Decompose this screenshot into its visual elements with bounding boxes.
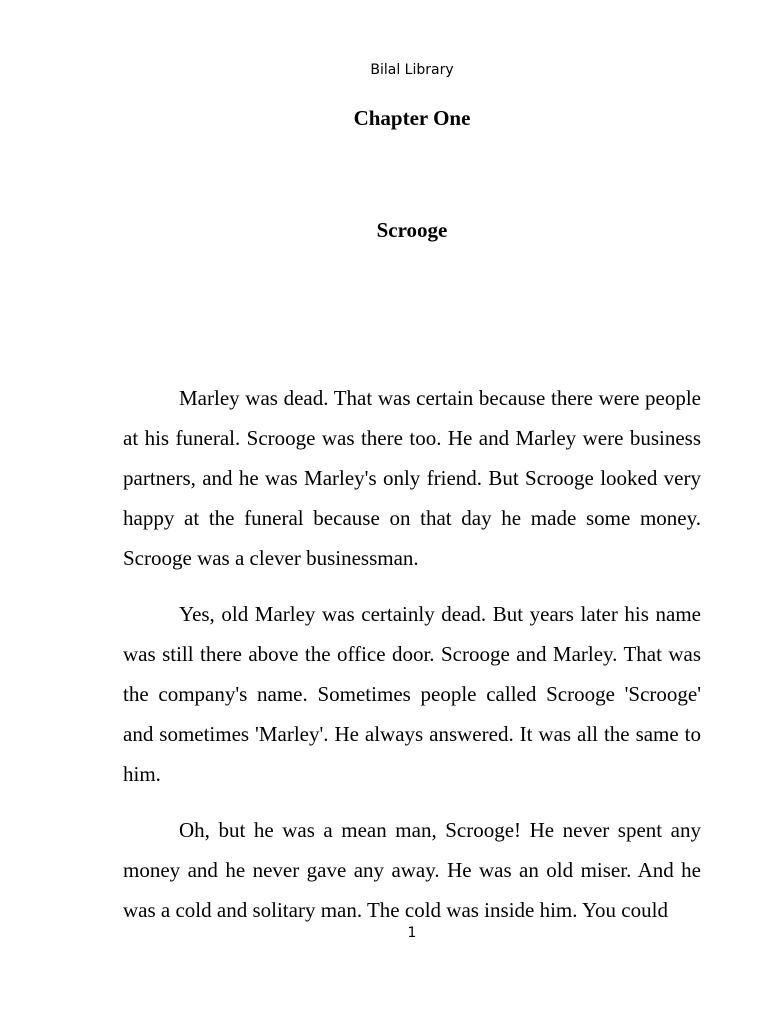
chapter-title: Chapter One [353, 106, 471, 130]
section-title: Scrooge [376, 218, 448, 242]
body-text [123, 378, 701, 946]
paragraph-1: Marley was dead. That was certain because there were people at his funeral. Scrooge was there too. He and Marley were business partners, and he was Marley's only friend. But Scrooge looked very happy at the funeral because on that day he made some money. Scrooge was a clever businessman. [123, 386, 701, 570]
paragraph-3: Oh, but he was a mean man, Scrooge! He never spent any money and he never gave any away. He was an old miser. And he was a cold and solitary man. The cold was inside him. You could [123, 818, 701, 922]
running-header: Bilal Library [370, 62, 454, 78]
page-number: 1 [407, 925, 417, 941]
paragraph-2: Yes, old Marley was certainly dead. But years later his name was still there above the office door. Scrooge and Marley. That was the company's name. Sometimes people called Scrooge 'Scrooge' and sometimes 'Marley'. He always answered. It was all the same to him. [123, 602, 701, 786]
